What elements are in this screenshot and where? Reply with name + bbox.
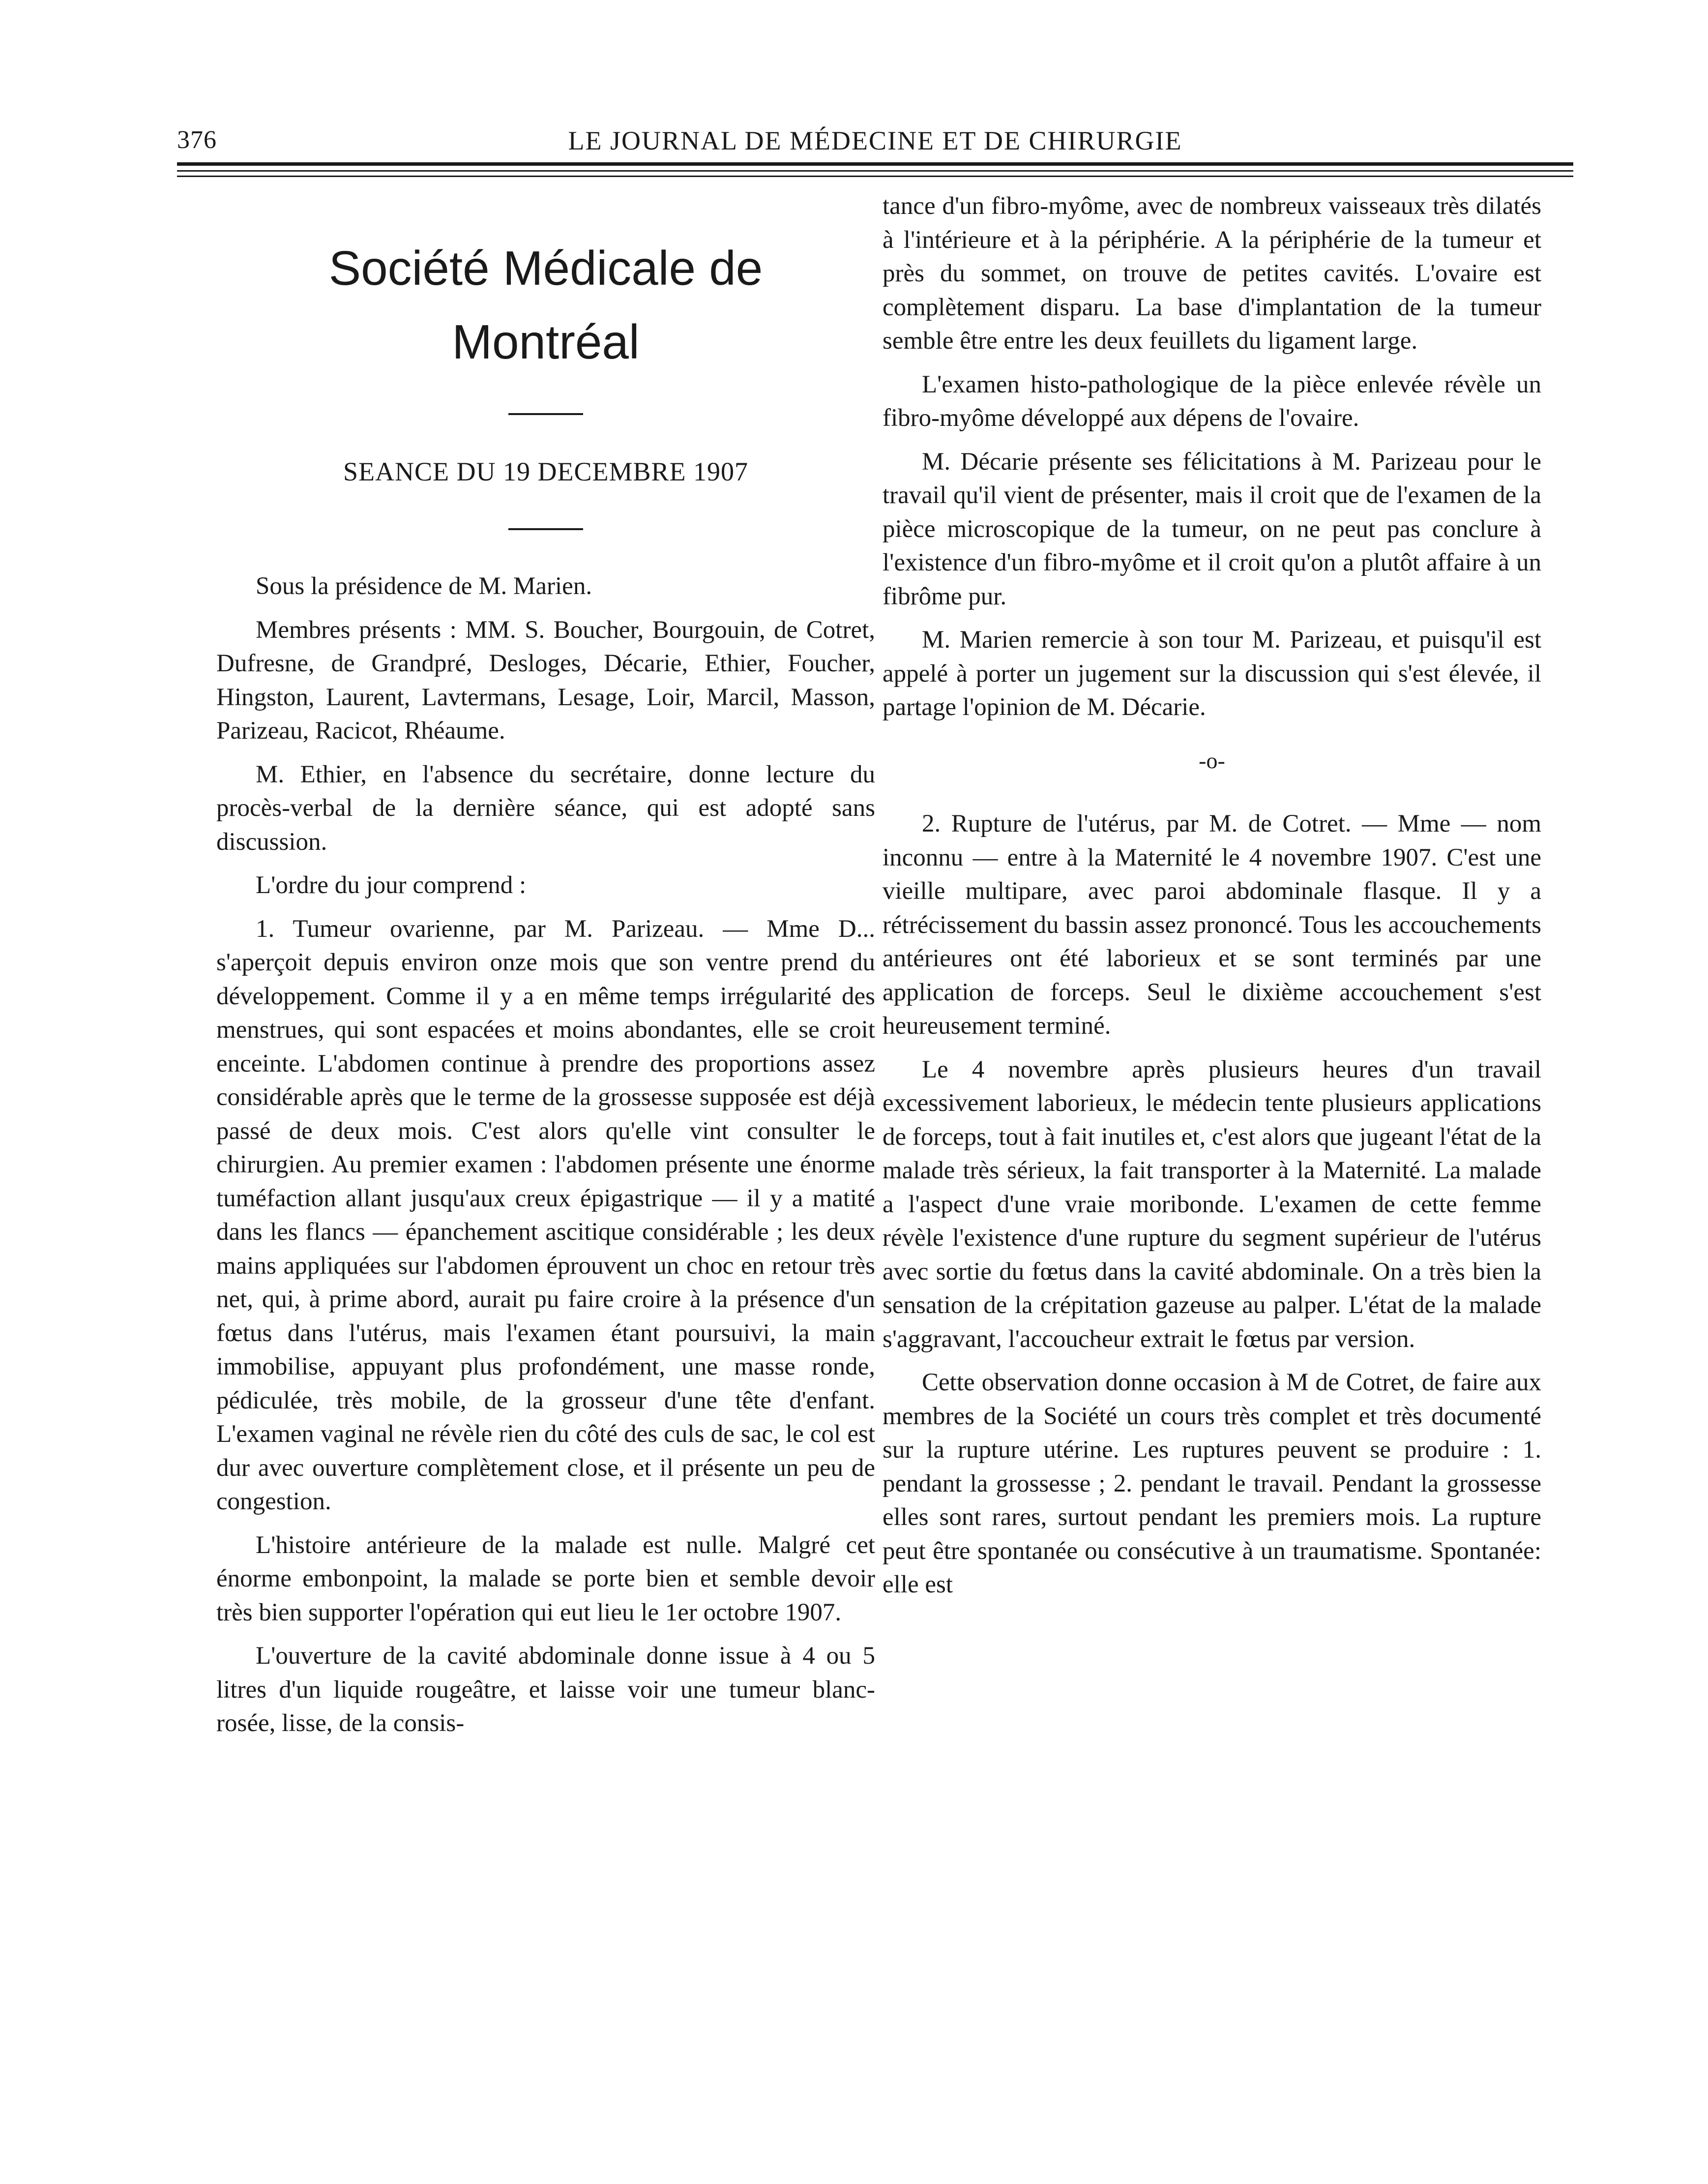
left-column [216, 231, 875, 1750]
paragraph: tance d'un fibro-myôme, avec de nombreux vaisseaux très dilatés à l'intérieure et à la périphérie. A la périphérie de la tumeur et près du sommet, on trouve de petites cavités. L'ovaire est complètement disparu. La base d'implantation de la tumeur semble être entre les deux feuillets du ligament large. [883, 192, 1541, 355]
paragraph: L'examen histo-pathologique de la pièce enlevée révèle un fibro-myôme développé aux dépens de l'ovaire. [883, 370, 1541, 432]
right-column [883, 189, 1541, 1612]
page-header [177, 125, 1573, 165]
paragraph: M. Marien remercie à son tour M. Parizeau, et puisqu'il est appelé à porter un jugement sur la discussion qui s'est élevée, il partage l'opinion de M. Décarie. [883, 626, 1541, 721]
session-heading: SEANCE DU 19 DECEMBRE 1907 [343, 457, 749, 486]
section-separator: -o- [1199, 748, 1225, 773]
paragraph: L'ordre du jour comprend : [256, 871, 527, 899]
society-title-line1: Société Médicale de [328, 241, 763, 295]
paragraph: M. Décarie présente ses félicitations à M. Parizeau pour le travail qu'il vient de présenter, mais il croit que de l'examen de la pièce microscopique de la tumeur, on ne peut pas conclure à l'existence d'un fibro-myôme et il croit qu'on a plutôt affaire à un fibrôme pur. [883, 448, 1541, 610]
paragraph: 1. Tumeur ovarienne, par M. Parizeau. — Mme D... s'aperçoit depuis environ onze mois que son ventre prend du développement. Comme il y a en même temps irrégularité des menstrues, qui sont espacées et moins abondantes, elle se croit enceinte. L'abdomen continue à prendre des proportions assez considérable après que le terme de la grossesse supposée est déjà passé de deux mois. C'est alors qu'elle vint consulter le chirurgien. Au premier examen : l'abdomen présente une énorme tuméfaction allant jusqu'aux creux épigastrique — il y a matité dans les flancs — épanchement ascitique considérable ; les deux mains appliquées sur l'abdomen éprouvent un choc en retour très net, qui, à prime abord, aurait pu faire croire à la présence d'un fœtus dans l'utérus, mais l'examen étant poursuivi, la main immobilise, appuyant plus profondément, une masse ronde, pédiculée, très mobile, de la grosseur d'une tête d'enfant. L'examen vaginal ne révèle rien du côté des culs de sac, le col est dur avec ouverture complètement close, et il présente un peu de congestion. [216, 915, 875, 1515]
session-divider [508, 528, 583, 530]
running-title: LE JOURNAL DE MÉDECINE ET DE CHIRURGIE [568, 126, 1182, 155]
article-title [216, 231, 875, 379]
paragraph: Sous la présidence de M. Marien. [256, 572, 592, 600]
title-divider [508, 413, 583, 415]
society-title-line2: Montréal [452, 315, 640, 369]
paragraph: 2. Rupture de l'utérus, par M. de Cotret. — Mme — nom inconnu — entre à la Maternité le 4 novembre 1907. C'est une vieille multipare, avec paroi abdominale flasque. Il y a rétrécissement du bassin assez prononcé. Tous les accouchements antérieures ont été laborieux et se sont terminés par une application de forceps. Seul le dixième accouchement s'est heureusement terminé. [883, 810, 1541, 1040]
paragraph: L'histoire antérieure de la malade est nulle. Malgré cet énorme embonpoint, la malade se porte bien et semble devoir très bien supporter l'opération qui eut lieu le 1er octobre 1907. [216, 1531, 875, 1626]
paragraph: Cette observation donne occasion à M de Cotret, de faire aux membres de la Société un cours très complet et très documenté sur la rupture utérine. Les ruptures peuvent se produire : 1. pendant la grossesse ; 2. pendant le travail. Pendant la grossesse elles sont rares, surtout pendant les premiers mois. La rupture peut être spontanée ou consécutive à un traumatisme. Spontanée: elle est [883, 1369, 1541, 1598]
header-rule-thin [177, 170, 1573, 172]
paragraph: L'ouverture de la cavité abdominale donne issue à 4 ou 5 litres d'un liquide rougeâtre, et laisse voir une tumeur blanc-rosée, lisse, de la consis- [216, 1642, 875, 1737]
paragraph: M. Ethier, en l'absence du secrétaire, donne lecture du procès-verbal de la dernière séance, qui est adopté sans discussion. [216, 760, 875, 856]
paragraph: Membres présents : MM. S. Boucher, Bourgouin, de Cotret, Dufresne, de Grandpré, Desloges, Décarie, Ethier, Foucher, Hingston, Laurent, Lavtermans, Lesage, Loir, Marcil, Masson, Parizeau, Racicot, Rhéaume. [216, 616, 875, 745]
header-rule-bottom [177, 176, 1573, 177]
header-rule-thick [177, 162, 1573, 166]
page-number: 376 [177, 126, 217, 154]
paragraph: Le 4 novembre après plusieurs heures d'un travail excessivement laborieux, le médecin tente plusieurs applications de forceps, tout à fait inutiles et, c'est alors que jugeant l'état de la malade très sérieux, la fait transporter à la Maternité. La malade a l'aspect d'une vraie moribonde. L'examen de cette femme révèle l'existence d'une rupture du segment supérieur de l'utérus avec sortie du fœtus dans la cavité abdominale. On a très bien la sensation de la crépitation gazeuse au palper. L'état de la malade s'aggravant, l'accoucheur extrait le fœtus par version. [883, 1055, 1541, 1353]
